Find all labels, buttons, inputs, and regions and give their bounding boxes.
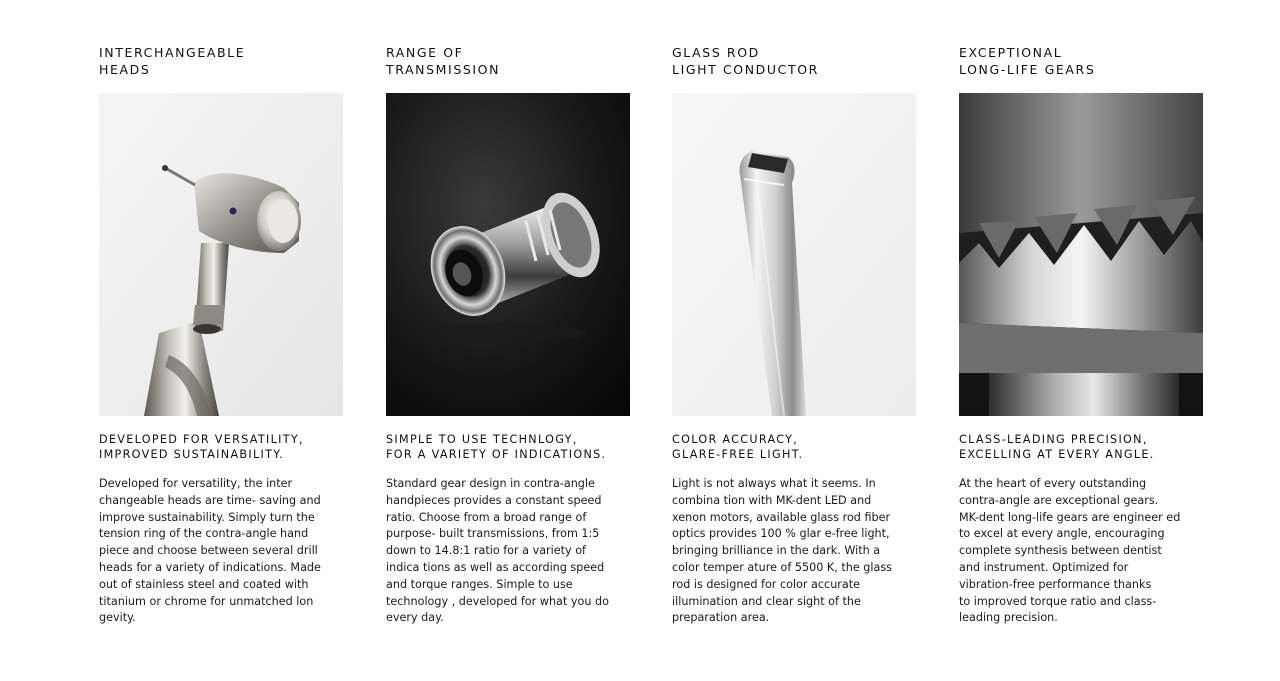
gear-transmission-icon bbox=[386, 93, 630, 416]
feature-title: GLASS ROD LIGHT CONDUCTOR bbox=[672, 45, 819, 77]
feature-subtitle: SIMPLE TO USE TECHNLOGY, FOR A VARIETY OF INDICATIONS. bbox=[386, 433, 607, 461]
feature-title: INTERCHANGEABLE HEADS bbox=[99, 45, 246, 77]
feature-title: RANGE OF TRANSMISSION bbox=[386, 45, 501, 77]
contra-angle-handpiece-icon bbox=[99, 93, 343, 416]
feature-range-of-transmission bbox=[386, 44, 630, 625]
feature-subtitle: DEVELOPED FOR VERSATILITY, IMPROVED SUSTAINABILITY. bbox=[99, 433, 304, 461]
feature-interchangeable-heads bbox=[99, 44, 343, 625]
feature-description: Developed for versatility, the inter changeable heads are time- saving and improve sustainability. Simply turn the tension ring of the contra-angle hand piece and choose between several drill heads for a variety of indications. Made out of stainless steel and coated with titanium or chrome for unmatched lon gevity. bbox=[99, 477, 321, 625]
gears-closeup-image bbox=[959, 93, 1203, 416]
feature-subtitle: CLASS-LEADING PRECISION, EXCELLING AT EVERY ANGLE. bbox=[959, 433, 1155, 461]
feature-description: Standard gear design in contra-angle handpieces provides a constant speed ratio. Choose from a broad range of purpose- built transmissions, from 1:5 down to 14.8:1 ratio for a variety of indica tions as well as according speed and torque ranges. Simple to use technology , developed for what you do every day. bbox=[386, 477, 609, 625]
feature-subtitle: COLOR ACCURACY, GLARE-FREE LIGHT. bbox=[672, 433, 804, 461]
gears-closeup-icon bbox=[959, 93, 1203, 416]
feature-glass-rod-light-conductor bbox=[672, 44, 916, 625]
feature-description: At the heart of every outstanding contra-angle are exceptional gears. MK-dent long-life gears are engineer ed to excel at every angle, encouraging complete synthesis between dentist and instrument. Optimized for vibration-free performance thanks to improved torque ratio and class- leading precision. bbox=[959, 477, 1181, 625]
feature-description: Light is not always what it seems. In combina tion with MK-dent LED and xenon motors, available glass rod fiber optics provides 100 % glar e-free light, bringing brilliance in the dark. With a color temper ature of 5500 K, the glass rod is designed for color accurate illumination and clear sight of the preparation area. bbox=[672, 477, 892, 625]
contra-angle-handpiece-image bbox=[99, 93, 343, 416]
feature-title: EXCEPTIONAL LONG-LIFE GEARS bbox=[959, 45, 1096, 77]
glass-rod-icon bbox=[672, 93, 916, 416]
gear-transmission-image bbox=[386, 93, 630, 416]
feature-long-life-gears bbox=[959, 44, 1203, 625]
glass-rod-image bbox=[672, 93, 916, 416]
